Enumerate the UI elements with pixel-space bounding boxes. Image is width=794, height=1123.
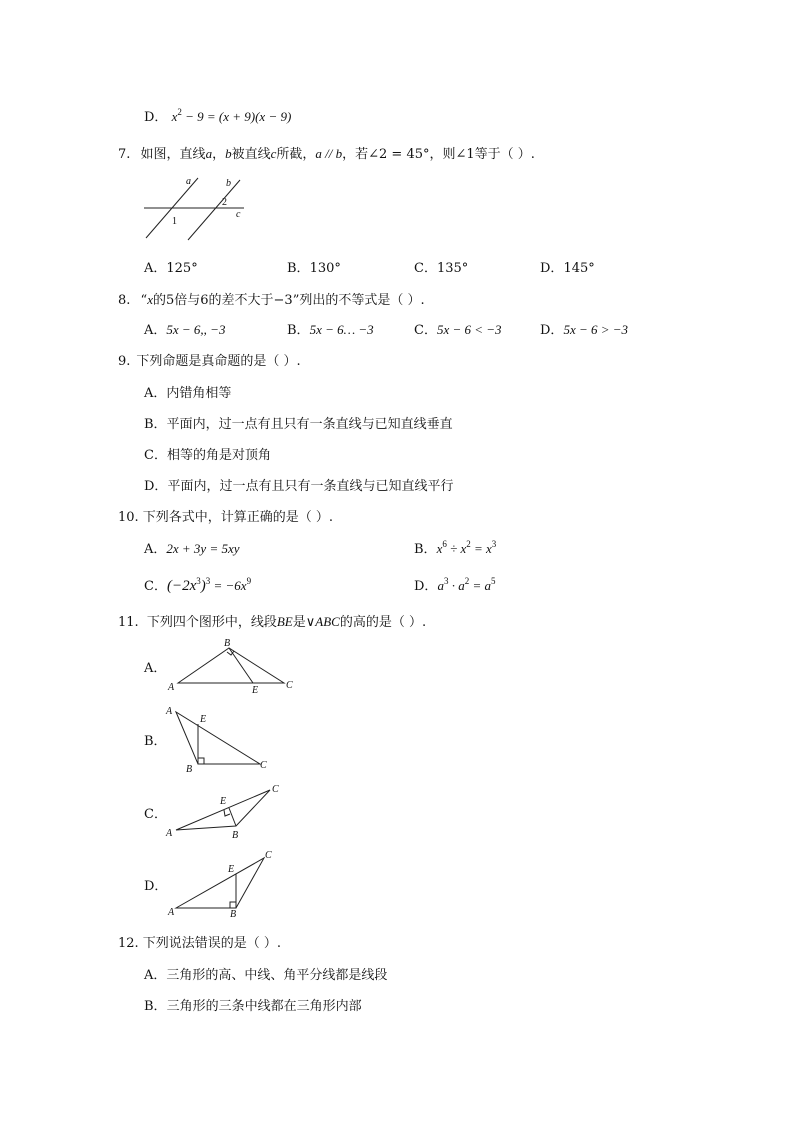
label-e: E xyxy=(228,864,235,875)
q11-stem: 11. 下列四个图形中，线段BE是∨ABC的高的是（ ）. xyxy=(118,614,427,630)
label-e: E xyxy=(252,685,259,696)
q8-option-b: B．5x − 6… −3 xyxy=(287,322,374,338)
q6-option-d: D． $x^2 - 9 = (x + 9)(x - 9)$ xyxy=(144,107,292,125)
right-angle-mark xyxy=(198,758,204,764)
q12-option-b: B．三角形的三条中线都在三角形内部 xyxy=(144,999,362,1014)
label-e: E xyxy=(200,714,207,725)
label-a: A xyxy=(168,682,175,693)
q7-option-a: A．125° xyxy=(144,261,198,276)
q8-stem: 8. “x的5倍与6的差不大于−3”列出的不等式是（ ）. xyxy=(118,292,425,308)
label-b: B xyxy=(186,764,193,775)
q11-option-b-label: B． xyxy=(144,734,167,749)
label-a: A xyxy=(168,907,175,918)
line-b xyxy=(188,180,240,240)
q9-option-b: B．平面内，过一点有且只有一条直线与已知直线垂直 xyxy=(144,417,453,432)
q9-option-c: C．相等的角是对顶角 xyxy=(144,448,271,463)
right-angle-mark xyxy=(224,810,230,816)
q9-option-a: A．内错角相等 xyxy=(144,386,232,401)
q10-option-d: D．$a^3 \cdot a^2 = a^5$ xyxy=(414,576,496,594)
triangle-abc xyxy=(178,648,284,683)
right-angle-mark xyxy=(230,902,236,908)
label-c: C xyxy=(272,784,279,795)
q8-option-d: D．5x − 6 > −3 xyxy=(540,322,629,338)
label-e: E xyxy=(220,796,227,807)
q12-stem: 12. 下列说法错误的是（ ）. xyxy=(118,936,281,951)
label-a: A xyxy=(166,828,173,839)
q7-option-b: B．130° xyxy=(287,261,341,276)
label-c: C xyxy=(265,850,272,861)
q7-option-d: D．145° xyxy=(540,261,595,276)
label-b: b xyxy=(226,178,231,189)
q7-option-c: C．135° xyxy=(414,261,469,276)
q11-option-d-label: D． xyxy=(144,879,168,894)
triangle-abc xyxy=(176,858,264,908)
label-b: B xyxy=(232,830,239,841)
q7-stem: 7. 如图，直线a，b被直线c所截，a // b，若∠2 = 45°，则∠1等于（ ）. xyxy=(118,146,535,162)
q10-option-a: A．2x + 3y = 5xy xyxy=(144,541,240,557)
segment-be xyxy=(229,808,236,826)
q10-option-c: C．$(-2x^3)^3 = -6x^9$ xyxy=(144,576,252,594)
q11-option-a-label: A． xyxy=(144,661,167,676)
label-c: C xyxy=(286,680,293,691)
label-angle-1: 1 xyxy=(172,216,177,227)
q9-option-d: D．平面内，过一点有且只有一条直线与已知直线平行 xyxy=(144,479,454,494)
q8-option-a: A．5x − 6,, −3 xyxy=(144,322,226,338)
label-c: c xyxy=(236,209,241,220)
label-b: B xyxy=(224,638,231,649)
q9-stem: 9. 下列命题是真命题的是（ ）. xyxy=(118,354,301,369)
label-c: C xyxy=(260,760,267,771)
q11-figure-d xyxy=(166,848,282,918)
label-a: a xyxy=(186,176,191,187)
label-b: B xyxy=(230,909,237,920)
q10-stem: 10. 下列各式中，计算正确的是（ ）. xyxy=(118,510,333,525)
label-angle-2: 2 xyxy=(222,197,227,208)
q11-figure-a xyxy=(166,638,298,696)
q11-option-c-label: C． xyxy=(144,807,167,822)
q8-option-c: C．5x − 6 < −3 xyxy=(414,322,502,338)
q10-option-b: B．$x^6 \div x^2 = x^3$ xyxy=(414,539,497,557)
q12-option-a: A．三角形的高、中线、角平分线都是线段 xyxy=(144,968,388,983)
q11-figure-b xyxy=(164,702,276,774)
label-a: A xyxy=(166,706,173,717)
q11-figure-c xyxy=(166,782,286,840)
triangle-abc xyxy=(176,712,260,764)
q7-figure xyxy=(140,172,260,244)
